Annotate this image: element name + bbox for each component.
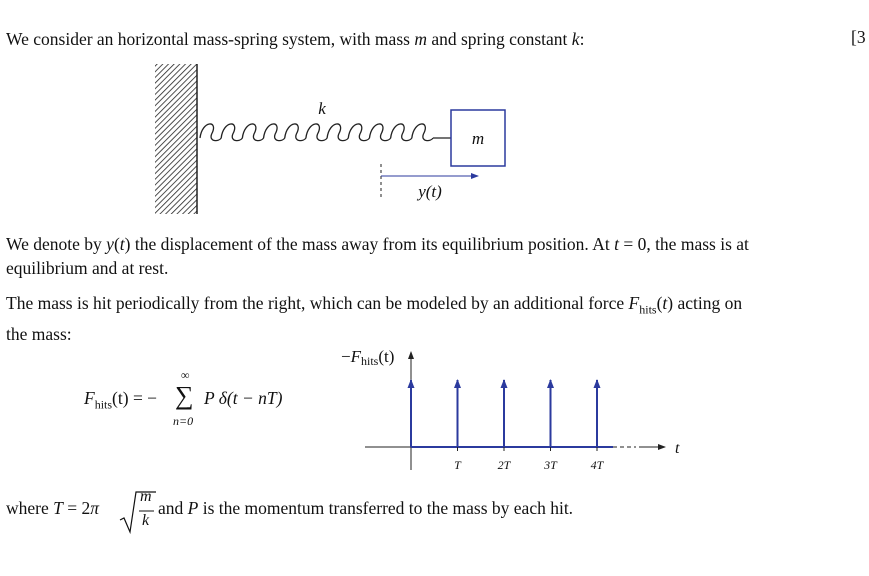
force-equation	[84, 368, 314, 438]
p3-text-c: ) acting on	[667, 293, 743, 313]
p3-text-d: the mass:	[6, 323, 72, 344]
page-mark: [3	[851, 27, 866, 47]
force-paragraph	[6, 291, 742, 346]
force-symbol: F	[628, 293, 640, 313]
y-axis-label: −Fhits(t)	[341, 347, 395, 368]
intro-text: We consider an horizontal mass-spring system, with mass	[6, 29, 415, 49]
period-paragraph	[6, 486, 866, 536]
sqrt-denominator: k	[142, 512, 150, 529]
sqrt-numerator: m	[140, 488, 152, 505]
tick-label-3: 3T	[544, 458, 557, 472]
t-symbol-3: t	[662, 293, 668, 313]
force-subscript: hits	[639, 302, 657, 317]
intro-text-mid: and spring constant	[426, 29, 572, 49]
p2-text-c: ) the displacement of the mass away from its equilibrium position. At	[124, 234, 615, 254]
p2-text-e: equilibrium and at rest.	[6, 258, 169, 278]
sum-upper-limit: ∞	[181, 368, 190, 382]
mass-label: m	[471, 129, 485, 148]
p3-text-a: The mass is hit periodically from the right, which can be modeled by an additional force	[6, 293, 629, 313]
tick-label-4: 4T	[590, 458, 604, 472]
displacement-paragraph	[6, 232, 749, 280]
spring-coil	[200, 124, 433, 141]
p2-text-a: We denote by	[6, 234, 107, 254]
tick-label-1: T	[454, 458, 461, 472]
sum-symbol: ∑	[175, 381, 194, 410]
p2-text-b: (	[113, 234, 120, 254]
sqrt-symbol	[118, 486, 158, 536]
displacement-label: y(t)	[418, 182, 442, 201]
wall-hatch	[155, 64, 197, 214]
spring-label: k	[318, 99, 326, 118]
sum-lower-limit: n=0	[173, 414, 194, 428]
t-symbol: t	[119, 234, 125, 254]
spring-constant-symbol: k	[571, 29, 580, 49]
x-axis-label: t	[675, 440, 680, 457]
t-symbol-2: t	[614, 234, 619, 254]
p3-text-b: (	[656, 293, 663, 313]
sum-summand: P δ(t − nT)	[204, 388, 283, 408]
equation-lhs: $F_{hits}(t)$ = −	[84, 388, 158, 412]
intro-text-end: :	[579, 29, 585, 49]
impulse-train-diagram	[341, 347, 680, 472]
period-rest: and P is the momentum transferred to the mass by each hit.	[158, 498, 574, 518]
period-lhs: where T = 2π	[6, 498, 100, 518]
p2-text-d: = 0, the mass is at	[618, 234, 749, 254]
tick-label-2: 2T	[497, 458, 511, 472]
y-symbol: y	[106, 234, 114, 254]
mass-symbol: m	[414, 29, 427, 49]
